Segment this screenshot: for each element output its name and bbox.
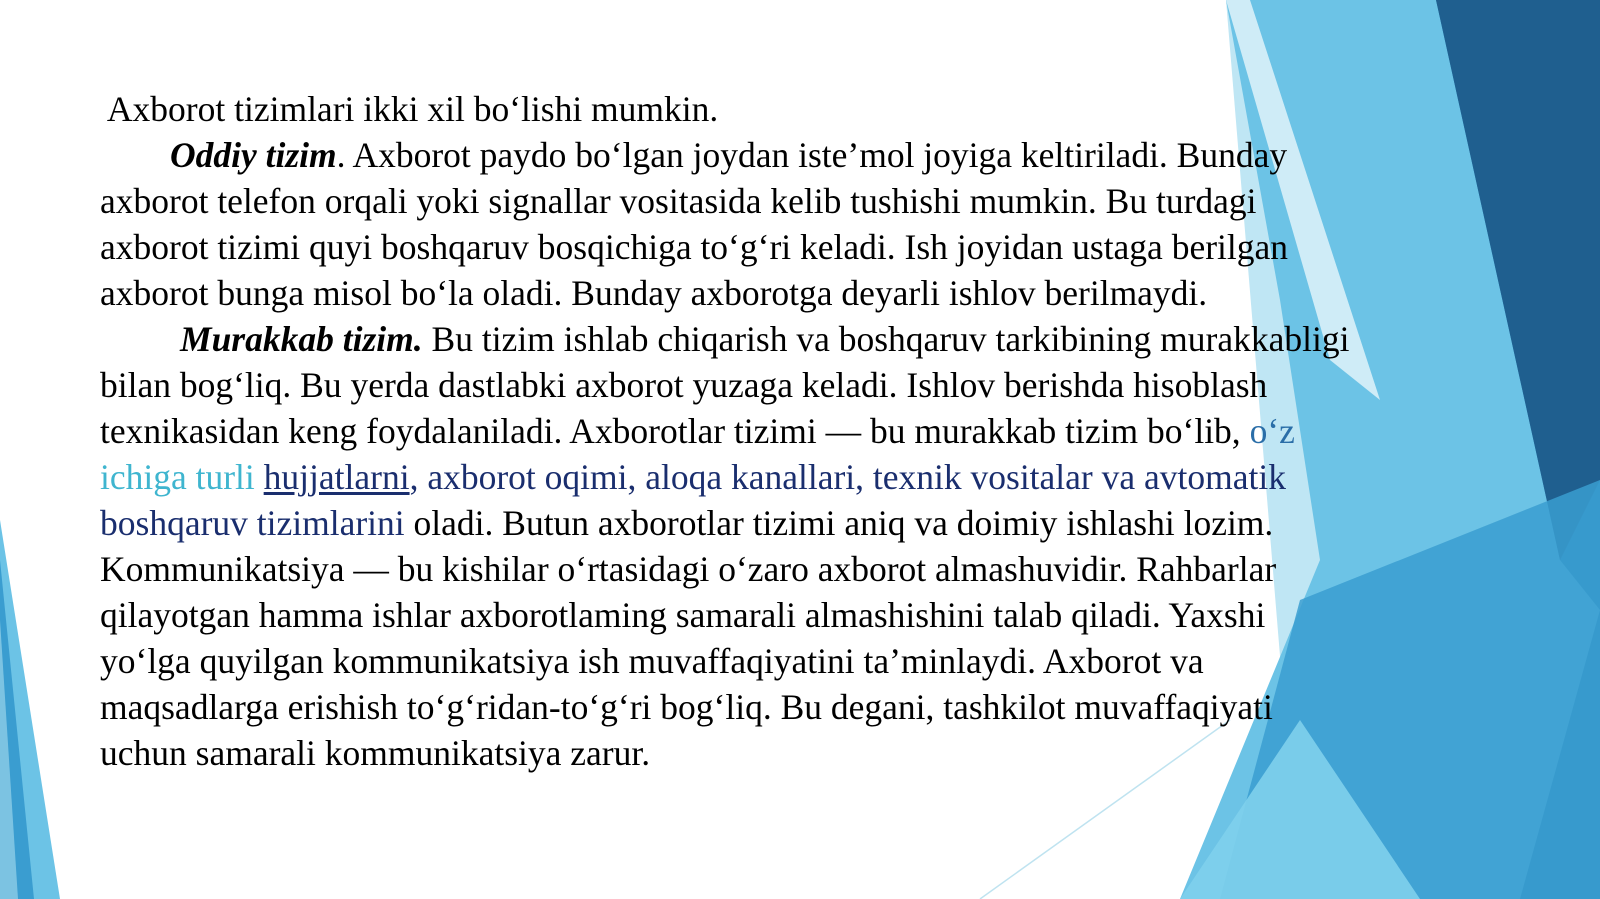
highlighted-text: boshqaruv tizimlarini <box>100 503 405 543</box>
text-line: axborot tizimi quyi boshqaruv bosqichiga to‘g‘ri keladi. Ish joyidan ustaga berilgan <box>100 227 1289 267</box>
documents-link[interactable]: hujjatlarni <box>263 457 410 497</box>
text-line: qilayotgan hamma ishlar axborotlaming samarali almashishini talab qiladi. Yaxshi <box>100 595 1266 635</box>
body-text <box>100 86 1520 776</box>
simple-system-line <box>100 132 1520 178</box>
highlighted-text: , axborot oqimi, aloqa kanallari, texnik vositalar va avtomatik <box>409 457 1286 497</box>
text-line: yo‘lga quyilgan kommunikatsiya ish muvaffaqiyatini ta’minlaydi. Axborot va <box>100 641 1204 681</box>
text-line: . Axborot paydo bo‘lgan joydan iste’mol joyiga keltiriladi. Bunday <box>336 135 1288 175</box>
text-fragment: texnikasidan keng foydalaniladi. Axborotlar tizimi — bu murakkab tizim bo‘lib, <box>100 411 1250 451</box>
text-line <box>100 454 1520 500</box>
text-line: axborot bunga misol bo‘la oladi. Bunday axborotga deyarli ishlov berilmaydi. <box>100 273 1208 313</box>
highlighted-text: o‘z <box>1249 411 1295 451</box>
complex-system-line <box>100 316 1520 362</box>
text-line: uchun samarali kommunikatsiya zarur. <box>100 733 651 773</box>
text-line: Axborot tizimlari ikki xil bo‘lishi mumkin. <box>100 89 719 129</box>
intro-line <box>100 86 1520 132</box>
text-line <box>100 500 1520 546</box>
text-line: axborot telefon orqali yoki signallar vositasida kelib tushishi mumkin. Bu turdagi <box>100 181 1257 221</box>
text-line: Bu tizim ishlab chiqarish va boshqaruv tarkibining murakkabligi <box>422 319 1350 359</box>
simple-system-heading: Oddiy tizim <box>170 135 337 175</box>
text-line: maqsadlarga erishish to‘g‘ridan-to‘g‘ri bog‘liq. Bu degani, tashkilot muvaffaqiyati <box>100 687 1273 727</box>
text-line <box>100 408 1520 454</box>
highlighted-text-light: ichiga turli <box>100 457 264 497</box>
text-line: Kommunikatsiya — bu kishilar o‘rtasidagi o‘zaro axborot almashuvidir. Rahbarlar <box>100 549 1277 589</box>
text-fragment: oladi. Butun axborotlar tizimi aniq va doimiy ishlashi lozim. <box>404 503 1274 543</box>
text-line: bilan bog‘liq. Bu yerda dastlabki axborot yuzaga keladi. Ishlov berishda hisoblash <box>100 365 1268 405</box>
complex-system-heading: Murakkab tizim. <box>180 319 423 359</box>
